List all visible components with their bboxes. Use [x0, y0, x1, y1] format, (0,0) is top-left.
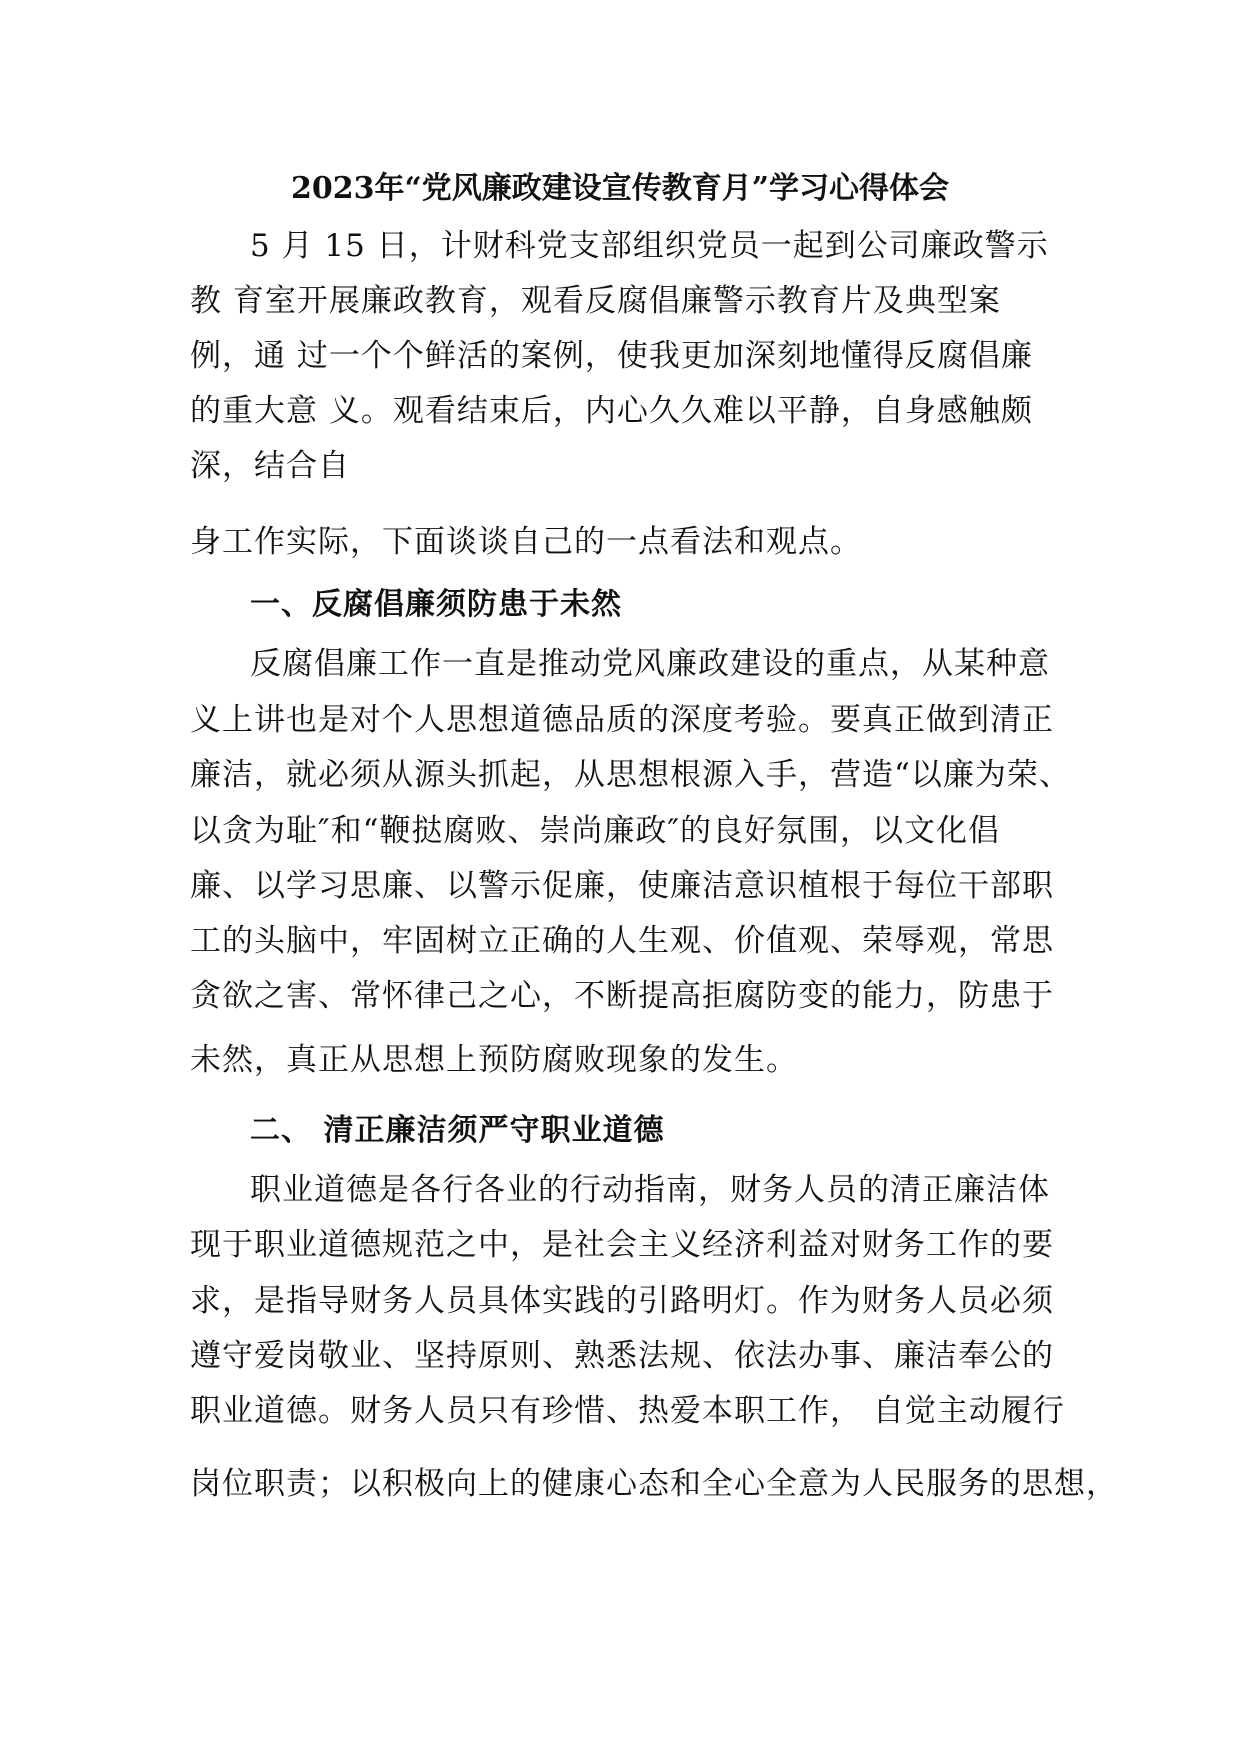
section-2-line-6: 岗位职责；以积极向上的健康心态和全心全意为人民服务的思想，: [190, 1466, 1118, 1502]
intro-line-5: 深，结合自: [190, 448, 350, 484]
intro-line-6: 身工作实际，下面谈谈自己的一点看法和观点。: [190, 524, 862, 560]
intro-line-2: 教 育室开展廉政教育，观看反腐倡廉警示教育片及典型案: [190, 283, 1001, 319]
section-1-line-4: 以贪为耻″和“鞭挞腐败、崇尚廉政″的良好氛围，以文化倡: [190, 813, 1001, 849]
section-1-heading: 一、反腐倡廉须防患于未然: [250, 587, 622, 622]
section-2-heading: 二、 清正廉洁须严守职业道德: [250, 1113, 665, 1148]
section-2-line-3: 求，是指导财务人员具体实践的引路明灯。作为财务人员必须: [190, 1283, 1054, 1319]
intro-line-4: 的重大意 义。观看结束后，内心久久难以平静，自身感触颇: [190, 393, 1033, 429]
section-1-line-1: 反腐倡廉工作一直是推动党风廉政建设的重点，从某种意: [250, 646, 1050, 682]
section-1-line-5: 廉、以学习思廉、以警示促廉，使廉洁意识植根于每位干部职: [190, 868, 1054, 904]
section-2-line-1: 职业道德是各行各业的行动指南，财务人员的清正廉洁体: [250, 1172, 1050, 1208]
section-2-line-2: 现于职业道德规范之中，是社会主义经济利益对财务工作的要: [190, 1227, 1054, 1263]
section-1-line-7: 贪欲之害、常怀律己之心，不断提高拒腐防变的能力，防患于: [190, 978, 1054, 1014]
section-1-line-3: 廉洁，就必须从源头抓起，从思想根源入手，营造“以廉为荣、: [190, 757, 1071, 793]
section-1-line-6: 工的头脑中，牢固树立正确的人生观、价值观、荣辱观，常思: [190, 923, 1054, 959]
intro-line-3: 例，通 过一个个鲜活的案例，使我更加深刻地懂得反腐倡廉: [190, 338, 1033, 374]
intro-line-1: 5 月 15 日，计财科党支部组织党员一起到公司廉政警示: [250, 228, 1049, 264]
section-2-line-5: 职业道德。财务人员只有珍惜、热爱本职工作， 自觉主动履行: [190, 1393, 1065, 1429]
section-2-line-4: 遵守爱岗敬业、坚持原则、熟悉法规、依法办事、廉洁奉公的: [190, 1338, 1054, 1374]
section-1-line-8: 未然，真正从思想上预防腐败现象的发生。: [190, 1042, 798, 1078]
document-title: 2023年“党风廉政建设宣传教育月”学习心得体会: [290, 171, 949, 206]
section-1-line-2: 义上讲也是对个人思想道德品质的深度考验。要真正做到清正: [190, 702, 1054, 738]
